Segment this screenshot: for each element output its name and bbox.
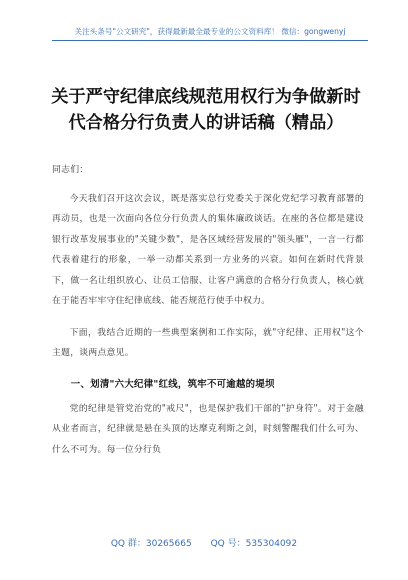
section-heading: 一、划清"六大纪律"红线，筑牢不可逾越的堤坝	[70, 378, 275, 390]
document-title: 关于严守纪律底线规范用权行为争做新时代合格分行负责人的讲话稿（精品）	[51, 87, 361, 133]
header-banner: 关注头条号"公文研究"，获得最新最全最专业的公文资料库！ 微信：gongwenyj	[52, 26, 368, 41]
document-body	[52, 160, 364, 471]
footer-contact	[0, 536, 408, 549]
footer-qq-number: QQ 号：535304092	[210, 539, 298, 549]
footer-qq-group: QQ 群：30265665	[110, 539, 192, 549]
greeting: 同志们：	[52, 165, 89, 175]
section-paragraph: 党的纪律是管党治党的"戒尺"，也是保护我们干部的"护身符"。对于金融从业者而言，纪律就是悬在头顶的达摩克利斯之剑，时刻警醒我们什么可为、什么不可为。每一位分行负	[52, 403, 364, 455]
paragraph-2: 下面，我结合近期的一些典型案例和工作实际，就"守纪律、正用权"这个主题，谈两点意见。	[52, 327, 364, 358]
paragraph-1: 今天我们召开这次会议，既是落实总行党委关于深化党纪学习教育部署的再动员，也是一次面向各位分行负责人的集体廉政谈话。在座的各位都是建设银行改革发展事业的"关键少数"，是各区域经营发展的"领头雁"，一言一行都代表着建行的形象，一举一动都关系到一方业务的兴衰。如何在新时代背景下，做一名让组织放心、让员工信服、让客户满意的合格分行负责人，核心就在于能否牢牢守住纪律底线、能否规范行使手中权力。	[52, 193, 364, 306]
